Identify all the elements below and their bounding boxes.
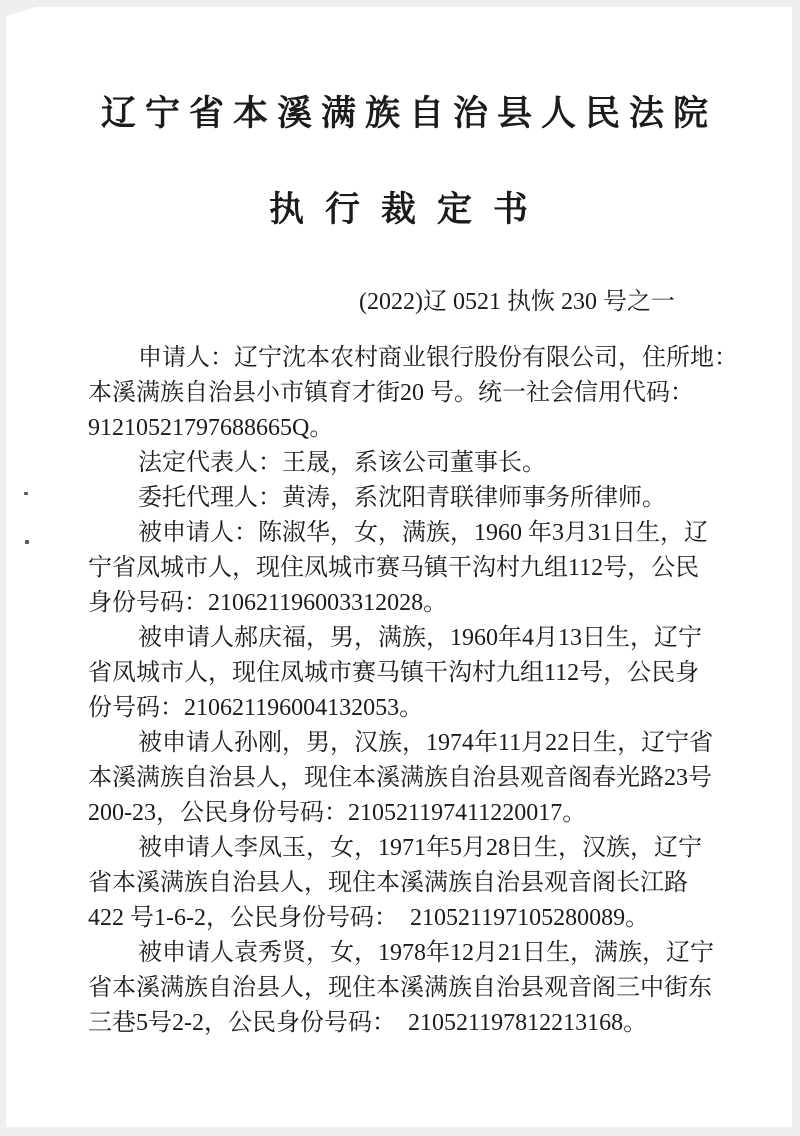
body-line: 被申请人郝庆福，男，满族，1960年4月13日生，辽宁	[138, 625, 702, 651]
body-line: 三巷5号2-2，公民身份号码： 210521197812213168。	[88, 1010, 648, 1036]
body-line: 本溪满族自治县人，现住本溪满族自治县观音阁春光路23号	[88, 765, 712, 791]
body-line: 省本溪满族自治县人，现住本溪满族自治县观音阁长江路	[88, 870, 688, 896]
document-body	[88, 341, 738, 1041]
document-content	[6, 93, 792, 1041]
body-line: 91210521797688665Q。	[88, 415, 334, 441]
body-line: 宁省凤城市人，现住凤城市赛马镇干沟村九组112号，公民	[88, 555, 700, 581]
body-line: 被申请人：陈淑华，女，满族，1960 年3月31日生，辽	[138, 520, 708, 546]
scan-speck-artifact	[25, 540, 29, 544]
body-line: 省本溪满族自治县人，现住本溪满族自治县观音阁三中街东	[88, 975, 712, 1001]
body-line: 被申请人李凤玉，女，1971年5月28日生，汉族，辽宁	[138, 835, 702, 861]
document-page	[6, 7, 792, 1127]
body-line: 申请人：辽宁沈本农村商业银行股份有限公司，住所地：	[138, 345, 738, 371]
court-name: 辽宁省本溪满族自治县人民法院	[100, 94, 717, 133]
scan-corner-artifact	[6, 7, 36, 16]
body-line: 委托代理人：黄涛，系沈阳青联律师事务所律师。	[138, 485, 666, 511]
body-line: 法定代表人：王晟，系该公司董事长。	[138, 450, 546, 476]
body-line: 被申请人孙刚，男，汉族，1974年11月22日生，辽宁省	[138, 730, 714, 756]
body-line: 被申请人袁秀贤，女，1978年12月21日生，满族，辽宁	[138, 940, 714, 966]
body-line: 本溪满族自治县小市镇育才街20 号。统一社会信用代码：	[88, 380, 694, 406]
body-line: 身份号码：210621196003312028。	[88, 590, 448, 616]
body-line: 省凤城市人，现住凤城市赛马镇干沟村九组112号，公民身	[88, 660, 700, 686]
scan-speck-artifact	[24, 492, 28, 495]
body-line: 422 号1-6-2，公民身份号码： 210521197105280089。	[88, 905, 650, 931]
document-title: 执行裁定书	[268, 190, 549, 229]
body-line: 份号码：210621196004132053。	[88, 695, 424, 721]
body-line: 200-23，公民身份号码：210521197411220017。	[88, 800, 587, 826]
case-number: (2022)辽 0521 执恢 230 号之一	[359, 289, 675, 315]
